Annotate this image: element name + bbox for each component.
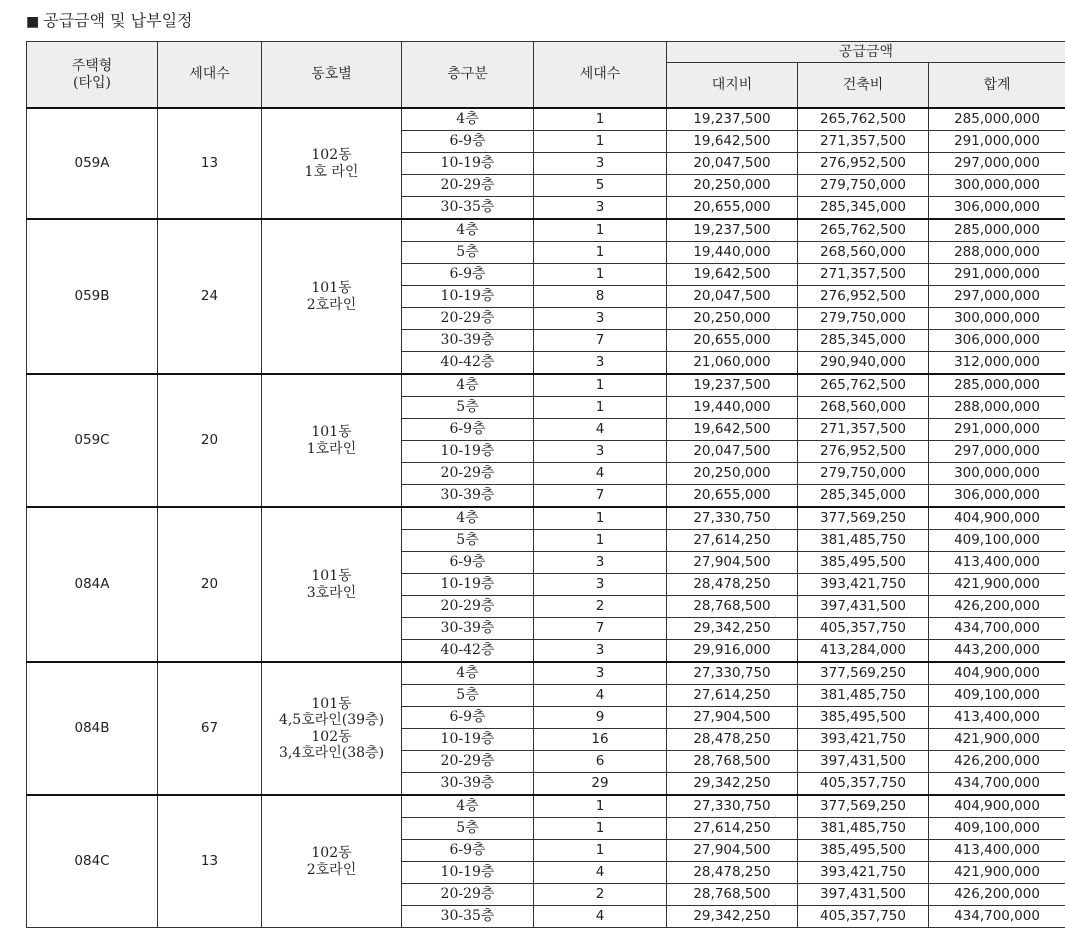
cell-building: 101동 1호라인 (262, 374, 402, 507)
cell-land-cost: 29,342,250 (667, 906, 798, 928)
cell-floor: 4층 (402, 374, 534, 397)
cell-land-cost: 27,330,750 (667, 795, 798, 818)
header-type: 주택형 (타입) (27, 42, 158, 109)
cell-floor: 5층 (402, 242, 534, 264)
cell-building-cost: 393,421,750 (798, 862, 929, 884)
cell-land-cost: 27,904,500 (667, 552, 798, 574)
cell-total: 426,200,000 (929, 884, 1065, 906)
section-title-text: 공급금액 및 납부일정 (43, 11, 193, 30)
cell-total: 291,000,000 (929, 131, 1065, 153)
cell-floor-units: 1 (534, 131, 667, 153)
header-floor-units: 세대수 (534, 42, 667, 109)
cell-units: 20 (158, 374, 262, 507)
cell-floor-units: 1 (534, 840, 667, 862)
cell-building-cost: 279,750,000 (798, 308, 929, 330)
cell-type: 084B (27, 662, 158, 795)
cell-floor-units: 8 (534, 286, 667, 308)
cell-floor: 10-19층 (402, 574, 534, 596)
cell-total: 288,000,000 (929, 397, 1065, 419)
cell-floor: 6-9층 (402, 707, 534, 729)
cell-floor-units: 2 (534, 884, 667, 906)
cell-type: 084A (27, 507, 158, 662)
cell-floor-units: 7 (534, 485, 667, 508)
cell-total: 404,900,000 (929, 662, 1065, 685)
cell-building-cost: 268,560,000 (798, 242, 929, 264)
cell-building-cost: 265,762,500 (798, 108, 929, 131)
cell-floor-units: 1 (534, 219, 667, 242)
cell-land-cost: 27,614,250 (667, 818, 798, 840)
cell-building-cost: 271,357,500 (798, 264, 929, 286)
cell-building: 102동 1호 라인 (262, 108, 402, 219)
cell-building-cost: 413,284,000 (798, 640, 929, 663)
cell-total: 291,000,000 (929, 419, 1065, 441)
cell-total: 413,400,000 (929, 840, 1065, 862)
cell-floor: 20-29층 (402, 308, 534, 330)
cell-floor: 30-39층 (402, 773, 534, 796)
cell-floor-units: 16 (534, 729, 667, 751)
cell-land-cost: 19,642,500 (667, 264, 798, 286)
cell-floor-units: 3 (534, 574, 667, 596)
cell-floor-units: 4 (534, 419, 667, 441)
cell-floor-units: 3 (534, 662, 667, 685)
cell-building-cost: 276,952,500 (798, 153, 929, 175)
cell-floor: 30-35층 (402, 197, 534, 220)
cell-land-cost: 27,904,500 (667, 840, 798, 862)
cell-floor: 6-9층 (402, 264, 534, 286)
cell-land-cost: 28,478,250 (667, 729, 798, 751)
cell-land-cost: 20,250,000 (667, 308, 798, 330)
cell-building-cost: 377,569,250 (798, 662, 929, 685)
cell-floor: 10-19층 (402, 441, 534, 463)
cell-floor-units: 1 (534, 242, 667, 264)
cell-land-cost: 20,250,000 (667, 175, 798, 197)
cell-total: 306,000,000 (929, 330, 1065, 352)
cell-units: 67 (158, 662, 262, 795)
cell-floor: 6-9층 (402, 419, 534, 441)
cell-total: 434,700,000 (929, 906, 1065, 928)
cell-building-cost: 405,357,750 (798, 618, 929, 640)
cell-land-cost: 19,642,500 (667, 419, 798, 441)
cell-floor: 4층 (402, 795, 534, 818)
cell-floor-units: 7 (534, 618, 667, 640)
cell-floor-units: 3 (534, 640, 667, 663)
cell-building-cost: 290,940,000 (798, 352, 929, 375)
cell-floor: 4층 (402, 507, 534, 530)
table-body (27, 108, 1065, 928)
cell-building-cost: 377,569,250 (798, 795, 929, 818)
cell-building-cost: 285,345,000 (798, 330, 929, 352)
cell-total: 300,000,000 (929, 175, 1065, 197)
cell-building-cost: 279,750,000 (798, 463, 929, 485)
cell-floor-units: 1 (534, 530, 667, 552)
cell-land-cost: 19,642,500 (667, 131, 798, 153)
cell-floor-units: 29 (534, 773, 667, 796)
cell-building-cost: 271,357,500 (798, 131, 929, 153)
cell-total: 285,000,000 (929, 108, 1065, 131)
cell-floor: 20-29층 (402, 596, 534, 618)
cell-total: 409,100,000 (929, 685, 1065, 707)
cell-building-cost: 385,495,500 (798, 707, 929, 729)
cell-total: 426,200,000 (929, 751, 1065, 773)
cell-total: 421,900,000 (929, 862, 1065, 884)
table-row (27, 108, 1065, 131)
cell-floor: 5층 (402, 818, 534, 840)
cell-total: 306,000,000 (929, 485, 1065, 508)
cell-total: 288,000,000 (929, 242, 1065, 264)
cell-land-cost: 28,478,250 (667, 574, 798, 596)
cell-floor-units: 3 (534, 308, 667, 330)
table-row (27, 374, 1065, 397)
cell-land-cost: 20,047,500 (667, 153, 798, 175)
cell-floor: 4층 (402, 662, 534, 685)
cell-building-cost: 381,485,750 (798, 685, 929, 707)
header-units: 세대수 (158, 42, 262, 109)
cell-floor: 40-42층 (402, 640, 534, 663)
cell-land-cost: 20,047,500 (667, 441, 798, 463)
cell-floor: 5층 (402, 685, 534, 707)
cell-floor: 5층 (402, 397, 534, 419)
cell-land-cost: 20,047,500 (667, 286, 798, 308)
cell-total: 285,000,000 (929, 374, 1065, 397)
cell-floor: 30-39층 (402, 330, 534, 352)
cell-land-cost: 20,655,000 (667, 485, 798, 508)
cell-land-cost: 29,342,250 (667, 618, 798, 640)
cell-floor-units: 2 (534, 596, 667, 618)
cell-land-cost: 28,768,500 (667, 751, 798, 773)
cell-total: 285,000,000 (929, 219, 1065, 242)
cell-floor: 20-29층 (402, 463, 534, 485)
cell-floor-units: 1 (534, 397, 667, 419)
cell-total: 409,100,000 (929, 530, 1065, 552)
cell-floor-units: 4 (534, 463, 667, 485)
cell-floor-units: 6 (534, 751, 667, 773)
cell-land-cost: 27,614,250 (667, 530, 798, 552)
cell-building-cost: 271,357,500 (798, 419, 929, 441)
cell-building-cost: 381,485,750 (798, 530, 929, 552)
cell-total: 297,000,000 (929, 286, 1065, 308)
cell-building: 101동 2호라인 (262, 219, 402, 374)
cell-total: 409,100,000 (929, 818, 1065, 840)
cell-land-cost: 27,330,750 (667, 662, 798, 685)
header-land-cost: 대지비 (667, 63, 798, 109)
cell-floor: 10-19층 (402, 729, 534, 751)
cell-floor-units: 4 (534, 685, 667, 707)
cell-floor: 40-42층 (402, 352, 534, 375)
square-bullet-icon: ■ (26, 14, 40, 30)
cell-building-cost: 397,431,500 (798, 596, 929, 618)
cell-floor: 4층 (402, 219, 534, 242)
cell-land-cost: 21,060,000 (667, 352, 798, 375)
cell-total: 434,700,000 (929, 773, 1065, 796)
cell-floor: 30-39층 (402, 618, 534, 640)
table-row (27, 795, 1065, 818)
cell-building-cost: 405,357,750 (798, 906, 929, 928)
cell-units: 24 (158, 219, 262, 374)
cell-land-cost: 20,250,000 (667, 463, 798, 485)
cell-building-cost: 385,495,500 (798, 552, 929, 574)
cell-floor: 5층 (402, 530, 534, 552)
cell-floor-units: 1 (534, 818, 667, 840)
cell-total: 426,200,000 (929, 596, 1065, 618)
cell-land-cost: 27,330,750 (667, 507, 798, 530)
cell-building-cost: 405,357,750 (798, 773, 929, 796)
cell-total: 312,000,000 (929, 352, 1065, 375)
table-row (27, 219, 1065, 242)
cell-building-cost: 279,750,000 (798, 175, 929, 197)
cell-total: 297,000,000 (929, 441, 1065, 463)
cell-land-cost: 28,768,500 (667, 884, 798, 906)
cell-units: 20 (158, 507, 262, 662)
cell-floor: 20-29층 (402, 884, 534, 906)
cell-building-cost: 285,345,000 (798, 197, 929, 220)
cell-floor-units: 3 (534, 153, 667, 175)
cell-type: 059B (27, 219, 158, 374)
cell-floor-units: 4 (534, 862, 667, 884)
supply-price-table (26, 41, 1065, 928)
cell-type: 084C (27, 795, 158, 928)
cell-building-cost: 265,762,500 (798, 219, 929, 242)
cell-building-cost: 381,485,750 (798, 818, 929, 840)
table-row (27, 662, 1065, 685)
header-floor: 층구분 (402, 42, 534, 109)
cell-floor-units: 7 (534, 330, 667, 352)
cell-building-cost: 276,952,500 (798, 441, 929, 463)
cell-floor: 30-39층 (402, 485, 534, 508)
cell-floor: 10-19층 (402, 862, 534, 884)
cell-floor: 10-19층 (402, 153, 534, 175)
cell-floor-units: 3 (534, 441, 667, 463)
cell-total: 443,200,000 (929, 640, 1065, 663)
cell-floor: 4층 (402, 108, 534, 131)
table-header (27, 42, 1065, 109)
cell-building-cost: 385,495,500 (798, 840, 929, 862)
cell-floor-units: 3 (534, 352, 667, 375)
cell-units: 13 (158, 108, 262, 219)
cell-total: 413,400,000 (929, 707, 1065, 729)
cell-land-cost: 19,237,500 (667, 108, 798, 131)
cell-land-cost: 19,237,500 (667, 219, 798, 242)
cell-floor-units: 3 (534, 552, 667, 574)
cell-land-cost: 27,614,250 (667, 685, 798, 707)
cell-total: 291,000,000 (929, 264, 1065, 286)
header-supply-amount: 공급금액 (667, 42, 1065, 63)
cell-floor: 6-9층 (402, 840, 534, 862)
cell-floor-units: 3 (534, 197, 667, 220)
cell-floor-units: 4 (534, 906, 667, 928)
cell-land-cost: 28,478,250 (667, 862, 798, 884)
cell-land-cost: 20,655,000 (667, 197, 798, 220)
cell-total: 421,900,000 (929, 574, 1065, 596)
cell-building: 102동 2호라인 (262, 795, 402, 928)
table-row (27, 507, 1065, 530)
cell-land-cost: 19,440,000 (667, 242, 798, 264)
cell-total: 421,900,000 (929, 729, 1065, 751)
cell-total: 297,000,000 (929, 153, 1065, 175)
cell-building-cost: 397,431,500 (798, 751, 929, 773)
cell-building-cost: 268,560,000 (798, 397, 929, 419)
cell-land-cost: 29,916,000 (667, 640, 798, 663)
cell-total: 434,700,000 (929, 618, 1065, 640)
header-building-cost: 건축비 (798, 63, 929, 109)
section-title (26, 8, 193, 31)
cell-land-cost: 19,440,000 (667, 397, 798, 419)
cell-units: 13 (158, 795, 262, 928)
cell-total: 306,000,000 (929, 197, 1065, 220)
header-total: 합계 (929, 63, 1065, 109)
cell-building-cost: 276,952,500 (798, 286, 929, 308)
cell-land-cost: 29,342,250 (667, 773, 798, 796)
cell-floor-units: 1 (534, 108, 667, 131)
cell-building-cost: 377,569,250 (798, 507, 929, 530)
cell-floor-units: 9 (534, 707, 667, 729)
cell-building: 101동 4,5호라인(39층) 102동 3,4호라인(38층) (262, 662, 402, 795)
cell-floor: 6-9층 (402, 131, 534, 153)
cell-land-cost: 19,237,500 (667, 374, 798, 397)
cell-total: 404,900,000 (929, 795, 1065, 818)
cell-building: 101동 3호라인 (262, 507, 402, 662)
cell-floor-units: 1 (534, 795, 667, 818)
cell-building-cost: 265,762,500 (798, 374, 929, 397)
cell-type: 059A (27, 108, 158, 219)
cell-floor-units: 5 (534, 175, 667, 197)
cell-total: 300,000,000 (929, 463, 1065, 485)
cell-total: 404,900,000 (929, 507, 1065, 530)
cell-building-cost: 285,345,000 (798, 485, 929, 508)
cell-land-cost: 28,768,500 (667, 596, 798, 618)
cell-building-cost: 393,421,750 (798, 574, 929, 596)
cell-land-cost: 20,655,000 (667, 330, 798, 352)
cell-floor-units: 1 (534, 264, 667, 286)
header-building: 동호별 (262, 42, 402, 109)
cell-land-cost: 27,904,500 (667, 707, 798, 729)
cell-floor: 20-29층 (402, 175, 534, 197)
cell-floor: 30-35층 (402, 906, 534, 928)
cell-building-cost: 393,421,750 (798, 729, 929, 751)
cell-floor: 20-29층 (402, 751, 534, 773)
cell-building-cost: 397,431,500 (798, 884, 929, 906)
cell-floor-units: 1 (534, 374, 667, 397)
cell-floor: 10-19층 (402, 286, 534, 308)
cell-type: 059C (27, 374, 158, 507)
cell-total: 413,400,000 (929, 552, 1065, 574)
cell-floor-units: 1 (534, 507, 667, 530)
cell-total: 300,000,000 (929, 308, 1065, 330)
cell-floor: 6-9층 (402, 552, 534, 574)
